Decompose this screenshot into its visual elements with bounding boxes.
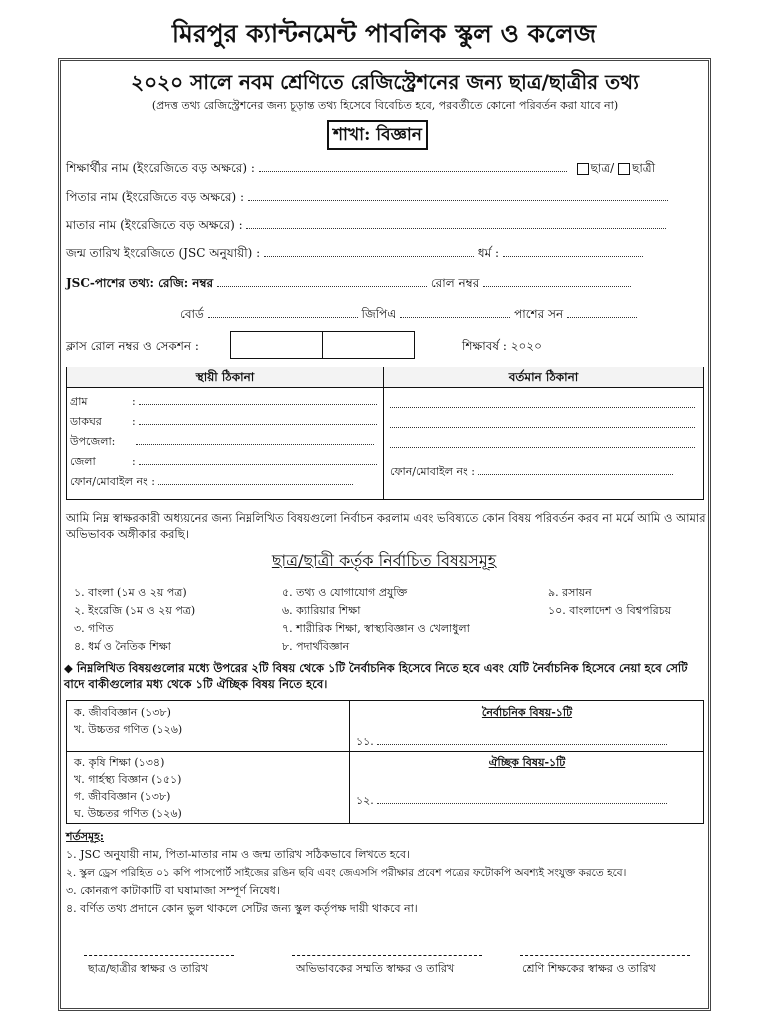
branch-label: শাখা: বিজ্ঞান: [327, 120, 428, 150]
mother-name-line[interactable]: [246, 218, 666, 229]
village-row: গ্রাম :: [70, 393, 377, 412]
elective-heading: নৈর্বাচনিক বিষয়-১টি: [481, 706, 573, 719]
elective-option: ক. জীববিজ্ঞান (১৩৮): [74, 706, 171, 719]
elective-line-number: ১১.: [356, 735, 374, 748]
district-line[interactable]: [139, 454, 377, 465]
village-label: গ্রাম: [70, 395, 88, 408]
address-divider: [383, 367, 384, 500]
optional-option: গ. জীববিজ্ঞান (১৩৮): [74, 790, 171, 803]
subject-item: ২. ইংরেজি (১ম ও ২য় পত্র): [74, 604, 196, 617]
session-label: শিক্ষাবর্ষ : ২০২০: [462, 339, 542, 353]
religion-label: ধর্ম :: [477, 246, 500, 260]
permanent-phone-label: ফোন/মোবাইল নং :: [70, 475, 155, 488]
district-row: জেলা :: [70, 453, 377, 472]
elective-option: খ. উচ্চতর গণিত (১২৬): [74, 723, 183, 736]
post-office-row: ডাকঘর :: [70, 413, 377, 432]
present-line-3[interactable]: [390, 433, 695, 452]
female-label: ছাত্রী: [632, 161, 656, 175]
subject-item: ৮. পদার্থবিজ্ঞান: [282, 640, 350, 653]
school-name: মিরপুর ক্যান্টনমেন্ট পাবলিক স্কুল ও কলেজ: [171, 19, 597, 48]
optional-line-number: ১২.: [356, 794, 374, 807]
district-label: জেলা: [70, 455, 96, 468]
father-name-line[interactable]: [248, 190, 668, 201]
subject-item: ৩. গণিত: [74, 622, 114, 635]
conditions-heading: শর্তসমূহ:: [66, 830, 104, 843]
subjects-col-2: [282, 584, 470, 656]
roll-no-label: রোল নম্বর: [430, 276, 480, 290]
class-roll-divider: [322, 331, 323, 359]
present-line-1[interactable]: [390, 393, 695, 412]
mother-name-label: মাতার নাম (ইংরেজিতে বড় অক্ষরে) :: [66, 218, 243, 232]
student-signature-label: ছাত্র/ছাত্রীর স্বাক্ষর ও তারিখ: [88, 962, 209, 975]
diamond-bullet-icon: ◆: [64, 661, 73, 675]
male-checkbox[interactable]: [577, 163, 589, 175]
gpa-label: জিপিএ: [361, 307, 397, 321]
optional-line[interactable]: [377, 793, 667, 804]
pass-year-line[interactable]: [567, 307, 637, 318]
village-line[interactable]: [139, 394, 377, 405]
subject-item: ৭. শারীরিক শিক্ষা, স্বাস্থ্যবিজ্ঞান ও খেলাধুলা: [282, 622, 470, 635]
subjects-col-3: [548, 584, 671, 620]
instruction-block: [64, 660, 706, 692]
pass-year-label: পাশের সন: [514, 307, 564, 321]
form-note: (প্রদত্ত তথ্য রেজিস্ট্রেশনের জন্য চূড়ান্ত তথ্য হিসেবে বিবেচিত হবে, পরবর্তীতে কোনো পরিবর্তন করা যাবে না): [151, 99, 619, 112]
upazila-label: উপজেলা:: [70, 435, 116, 448]
present-line-2[interactable]: [390, 413, 695, 432]
optional-entry: [356, 792, 667, 811]
father-name-row: [66, 189, 668, 209]
guardian-signature-label: অভিভাবকের সম্মতি স্বাক্ষর ও তারিখ: [296, 962, 455, 975]
present-phone-row: [390, 463, 673, 482]
teacher-signature-label: শ্রেণি শিক্ষকের স্বাক্ষর ও তারিখ: [522, 962, 656, 975]
gpa-line[interactable]: [400, 307, 510, 318]
upazila-line[interactable]: [136, 434, 374, 445]
elective-line[interactable]: [377, 734, 667, 745]
subjects-col-1: [74, 584, 195, 656]
condition-item: ২. স্কুল ড্রেস পরিহিত ০১ কপি পাসপোর্ট সাইজের রঙিন ছবি এবং জেএসসি পরীক্ষার প্রবেশ পত্রের ফটোকপি অবশ্যই সংযুক্ত করতে হবে।: [66, 867, 627, 879]
optional-option: খ. গার্হস্থ্য বিজ্ঞান (১৫১): [74, 773, 182, 786]
post-office-line[interactable]: [139, 414, 377, 425]
optional-heading: ঐচ্ছিক বিষয়-১টি: [488, 756, 566, 769]
student-name-line[interactable]: [259, 161, 567, 172]
permanent-address-heading: স্থায়ী ঠিকানা: [67, 367, 383, 388]
jsc-row: [66, 275, 631, 295]
subjects-heading: ছাত্র/ছাত্রী কর্তৃক নির্বাচিত বিষয়সমূহ: [271, 551, 497, 570]
form-title: ২০২০ সালে নবম শ্রেণিতে রেজিস্ট্রেশনের জন্য ছাত্র/ছাত্রীর তথ্য: [131, 70, 639, 94]
subject-item: ৯. রসায়ন: [548, 586, 592, 599]
roll-no-line[interactable]: [483, 276, 631, 287]
optional-option: ক. কৃষি শিক্ষা (১৩৪): [74, 756, 165, 769]
conditions-list: [66, 846, 626, 918]
male-label: ছাত্র/: [590, 161, 615, 175]
present-phone-label: ফোন/মোবাইল নং :: [390, 465, 475, 478]
jsc-info-label: JSC-পাশের তথ্য: রেজি: নম্বর: [66, 276, 214, 290]
condition-item: ১. JSC অনুযায়ী নাম, পিতা-মাতার নাম ও জন্ম তারিখ সঠিকভাবে লিখতে হবে।: [66, 848, 411, 861]
subject-item: ৪. ধর্ম ও নৈতিক শিক্ষা: [74, 640, 171, 653]
subject-item: ১. বাংলা (১ম ও ২য় পত্র): [74, 586, 187, 599]
teacher-signature-line[interactable]: [520, 955, 690, 956]
subject-item: ৬. ক্যারিয়ার শিক্ষা: [282, 604, 361, 617]
present-phone-line[interactable]: [478, 464, 673, 475]
jsc-reg-line[interactable]: [217, 276, 427, 287]
class-roll-label: ক্লাস রোল নম্বর ও সেকশন :: [66, 339, 199, 353]
guardian-signature-line[interactable]: [292, 955, 482, 956]
board-label: বোর্ড: [180, 307, 204, 321]
instruction-text: নিম্নলিখিত বিষয়গুলোর মধ্যে উপরের ২টি বিষয় থেকে ১টি নৈর্বাচনিক হিসেবে নিতে হবে এবং যেটি নৈর্বাচনিক হিসেবে নেয়া হবে সেটি বাদে বাকীগুলোর মধ্য থেকে ১টি ঐচ্ছিক বিষয় নিতে হবে।: [64, 661, 688, 691]
present-address-heading: বর্তমান ঠিকানা: [384, 367, 703, 388]
father-name-label: পিতার নাম (ইংরেজিতে বড় অক্ষরে) :: [66, 190, 245, 204]
optional-option: ঘ. উচ্চতর গণিত (১২৬): [74, 807, 182, 820]
dob-line[interactable]: [264, 246, 474, 257]
dob-row: [66, 245, 643, 265]
condition-item: ৩. কোনরূপ কাটাকাটি বা ঘষামাজা সম্পূর্ণ নিষেধ।: [66, 884, 280, 897]
student-name-row: [66, 160, 655, 180]
female-checkbox[interactable]: [618, 163, 630, 175]
post-office-label: ডাকঘর: [70, 415, 102, 428]
elective-options: [74, 704, 182, 738]
elective-entry: [356, 733, 667, 752]
declaration-text: আমি নিম্ন স্বাক্ষরকারী অধ্যয়নের জন্য নিম্নলিখিত বিষয়গুলো নির্বাচন করলাম এবং ভবিষ্যতে কোন বিষয় পরিবর্তন করব না মর্মে আমি ও আমার অভিভাবক অঙ্গীকার করছি।: [66, 511, 706, 541]
dob-label: জন্ম তারিখ ইংরেজিতে (JSC অনুযায়ী) :: [66, 246, 261, 260]
permanent-phone-line[interactable]: [158, 474, 353, 485]
board-row: [180, 306, 637, 326]
board-line[interactable]: [208, 307, 358, 318]
mother-name-row: [66, 217, 666, 237]
condition-item: ৪. বর্ণিত তথ্য প্রদানে কোন ভুল থাকলে সেটির জন্য স্কুল কর্তৃপক্ষ দায়ী থাকবে না।: [66, 902, 418, 915]
religion-line[interactable]: [503, 246, 643, 257]
student-signature-line[interactable]: [84, 955, 234, 956]
upazila-row: [70, 433, 374, 452]
subject-item: ১০. বাংলাদেশ ও বিশ্বপরিচয়: [548, 604, 672, 617]
subject-item: ৫. তথ্য ও যোগাযোগ প্রযুক্তি: [282, 586, 408, 599]
student-name-label: শিক্ষার্থীর নাম (ইংরেজিতে বড় অক্ষরে) :: [66, 161, 255, 175]
permanent-phone-row: [70, 473, 353, 492]
optional-options: [74, 754, 182, 822]
